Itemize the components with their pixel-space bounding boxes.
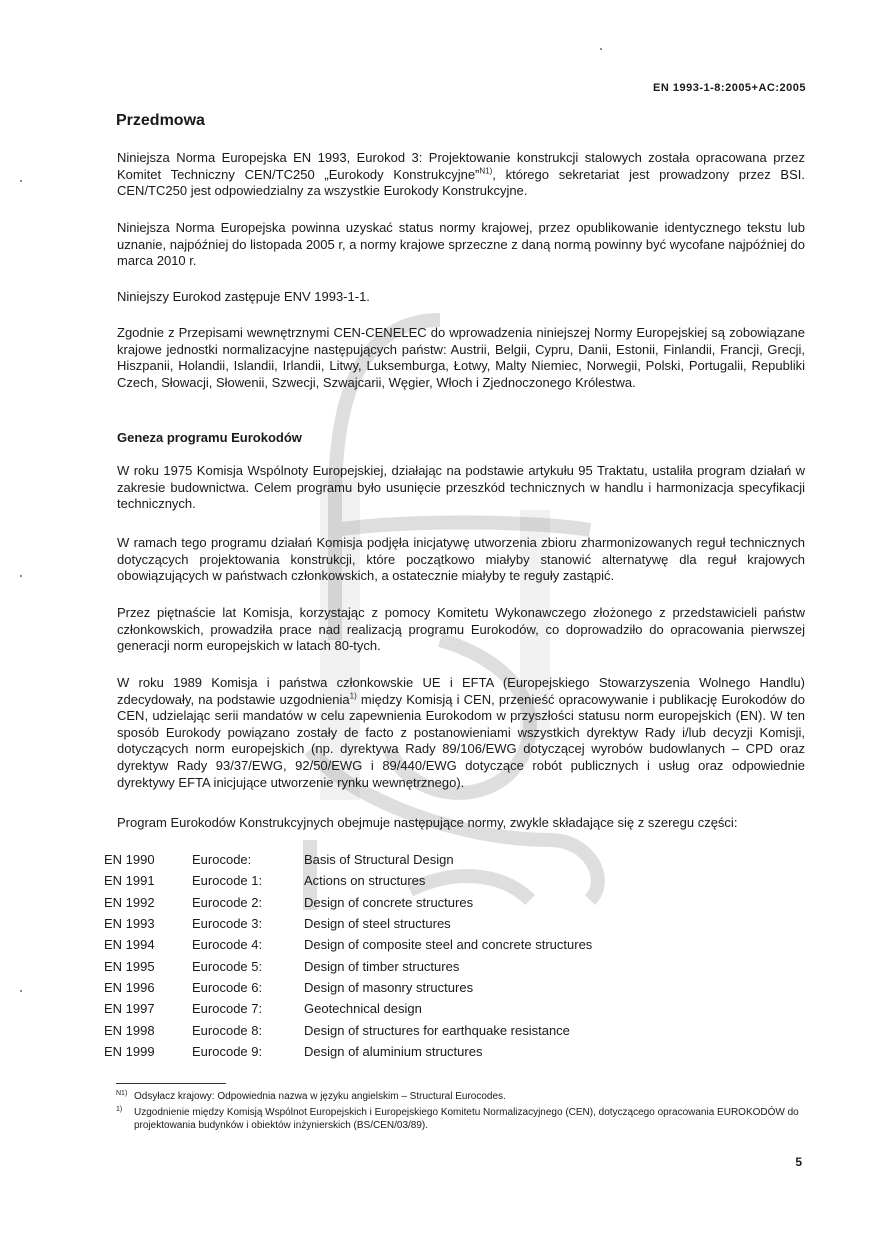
table-cell-desc: Design of timber structures [304,958,460,974]
table-cell-code: Eurocode 5: [192,958,263,974]
table-cell-code: Eurocode 8: [192,1022,263,1038]
genesis-paragraph-3: Przez piętnaście lat Komisja, korzystając z pomocy Komitetu Wykonawczego złożonego z przedstawicieli państw członkowskich, prowadziła prace nad realizacją programu Eurokodów, co doprowadziło do opracowania pierwszej generacji norm europejskich w latach 80-tych. [117,605,805,654]
table-cell-en: EN 1995 [104,958,155,974]
table-cell-desc: Geotechnical design [304,1001,422,1017]
table-cell-en: EN 1990 [104,852,155,868]
table-row [104,977,592,998]
table-row [104,955,592,976]
footnote-n1 [117,1090,807,1103]
table-row [104,913,592,934]
table-cell-en: EN 1996 [104,979,155,995]
table-cell-desc: Design of structures for earthquake resistance [304,1022,570,1038]
table-cell-en: EN 1992 [104,894,155,910]
table-row [104,934,592,955]
table-row [104,849,592,870]
table-cell-code: Eurocode 6: [192,979,263,995]
table-cell-code: Eurocode 2: [192,894,263,910]
table-cell-desc: Design of composite steel and concrete structures [304,937,593,953]
footnote-divider [116,1083,226,1084]
table-cell-en: EN 1999 [104,1043,155,1059]
intro-paragraph-2: Niniejsza Norma Europejska powinna uzyskać status normy krajowej, przez opublikowanie identycznego tekstu lub uznanie, najpóźniej do listopada 2005 r, a normy krajowe sprzeczne z daną normą powinny być wycofane najpóźniej do marca 2010 r. [117,220,805,269]
intro-paragraph-1-text-a: Niniejsza Norma Europejska EN 1993, Eurokod 3: Projektowanie konstrukcji stalowych została opracowana przez Komitet Techniczny CEN/TC250 „Eurokody Konstrukcyjne” [117,150,805,182]
scan-speck [20,180,22,182]
table-row [104,1019,592,1040]
scan-speck [600,48,602,50]
table-cell-code: Eurocode 4: [192,937,263,953]
table-cell-code: Eurocode 1: [192,873,263,889]
table-cell-desc: Design of concrete structures [304,894,474,910]
intro-paragraph-3: Niniejszy Eurokod zastępuje ENV 1993-1-1. [117,289,370,304]
genesis-paragraph-4-text-a: W roku 1989 Komisja i państwa członkowskie UE i EFTA (Europejskiego Stowarzyszenia Wolnego Handlu) zdecydowały, na podstawie uzgodnienia [117,675,805,707]
table-row [104,998,592,1019]
footnote-1 [117,1106,807,1132]
footnote-text: Odsyłacz krajowy: Odpowiednia nazwa w języku angielskim – Structural Eurocodes. [134,1091,506,1102]
intro-paragraph-1-text-b: , którego sekretariat jest prowadzony przez BSI. CEN/TC250 jest odpowiedzialny za wszystkie Eurokody Konstrukcyjne. [117,166,805,199]
eurocodes-table [104,849,592,1062]
scan-speck [20,575,22,577]
table-cell-desc: Actions on structures [304,873,426,889]
footnote-text: Uzgodnienie między Komisją Wspólnot Europejskich i Europejskiego Komitetu Normalizacyjnego (CEN), dotyczącego opracowania EUROKODÓW do projektowania budynków i obiektów inżynierskich (BS/CEN/03/89). [134,1107,799,1131]
table-cell-en: EN 1993 [104,916,155,932]
genesis-paragraph-2: W ramach tego programu działań Komisja podjęła inicjatywę utworzenia zbioru zharmonizowanych reguł technicznych dotyczących projektowania konstrukcji, które początkowo miałyby stanowić alternatywę dla reguł krajowych obowiązujących w państwach członkowskich, a ostatecznie miałyby te reguły zastąpić. [117,535,805,584]
table-row [104,892,592,913]
section-heading-genesis: Geneza programu Eurokodów [117,430,302,445]
table-cell-en: EN 1991 [104,873,155,889]
genesis-paragraph-1: W roku 1975 Komisja Wspólnoty Europejskiej, działając na podstawie artykułu 95 Traktatu, ustaliła program działań w zakresie budownictwa. Celem programu było usunięcie przeszkód technicznych w handlu i harmonizacja specyfikacji technicznych. [117,463,805,512]
table-cell-desc: Design of masonry structures [304,979,474,995]
document-reference: EN 1993-1-8:2005+AC:2005 [653,82,806,94]
footnote-ref-n1: N1) [479,166,493,176]
table-cell-code: Eurocode 3: [192,916,263,932]
footnote-mark: 1) [116,1106,123,1113]
table-cell-en: EN 1994 [104,937,155,953]
table-cell-en: EN 1997 [104,1001,155,1017]
footnote-mark: N1) [116,1090,128,1097]
table-cell-code: Eurocode: [192,852,252,868]
genesis-paragraph-4 [117,675,805,791]
genesis-paragraph-5: Program Eurokodów Konstrukcyjnych obejmuje następujące normy, zwykle składające się z szeregu części: [117,815,738,830]
intro-paragraph-1 [117,150,805,200]
table-cell-en: EN 1998 [104,1022,155,1038]
footnote-ref-1: 1) [349,691,357,701]
table-cell-code: Eurocode 7: [192,1001,263,1017]
genesis-paragraph-4-text-b: między Komisją i CEN, przenieść opracowywanie i publikację Eurokodów do CEN, udzielając serii mandatów w celu zapewnienia Eurokodom w przyszłości statusu norm europejskich (EN). W ten sposób Eurokody powiązano zostały de facto z postanowieniami wszystkich dyrektyw Rady i/lub decyzji Komisji, dotyczących norm europejskich (np. dyrektywa Rady 89/106/EWG dotyczącej wyrobów budowlanych – CPD oraz dyrektyw Rady 93/37/EWG, 92/50/EWG i 89/440/EWG dotyczące robót publicznych i usług oraz odpowiednie dyrektywy EFTA inicjujące utworzenie rynku wewnętrznego). [117,691,805,790]
table-cell-code: Eurocode 9: [192,1043,263,1059]
table-row [104,1041,592,1062]
table-row [104,870,592,891]
scan-speck [20,990,22,992]
table-cell-desc: Basis of Structural Design [304,852,454,868]
table-cell-desc: Design of aluminium structures [304,1043,483,1059]
intro-paragraph-4: Zgodnie z Przepisami wewnętrznymi CEN-CENELEC do wprowadzenia niniejszej Normy Europejskiej są zobowiązane krajowe jednostki normalizacyjne następujących państw: Austrii, Belgii, Cypru, Danii, Estonii, Finlandii, Francji, Grecji, Hiszpanii, Holandii, Islandii, Irlandii, Litwy, Luksemburga, Łotwy, Malty Niemiec, Norwegii, Polski, Portugalii, Republiki Czech, Słowacji, Słowenii, Szwecji, Szwajcarii, Węgier, Włoch i Zjednoczonego Królestwa. [117,325,805,390]
page-title: Przedmowa [116,112,205,129]
page-number: 5 [795,1155,802,1169]
table-cell-desc: Design of steel structures [304,916,451,932]
